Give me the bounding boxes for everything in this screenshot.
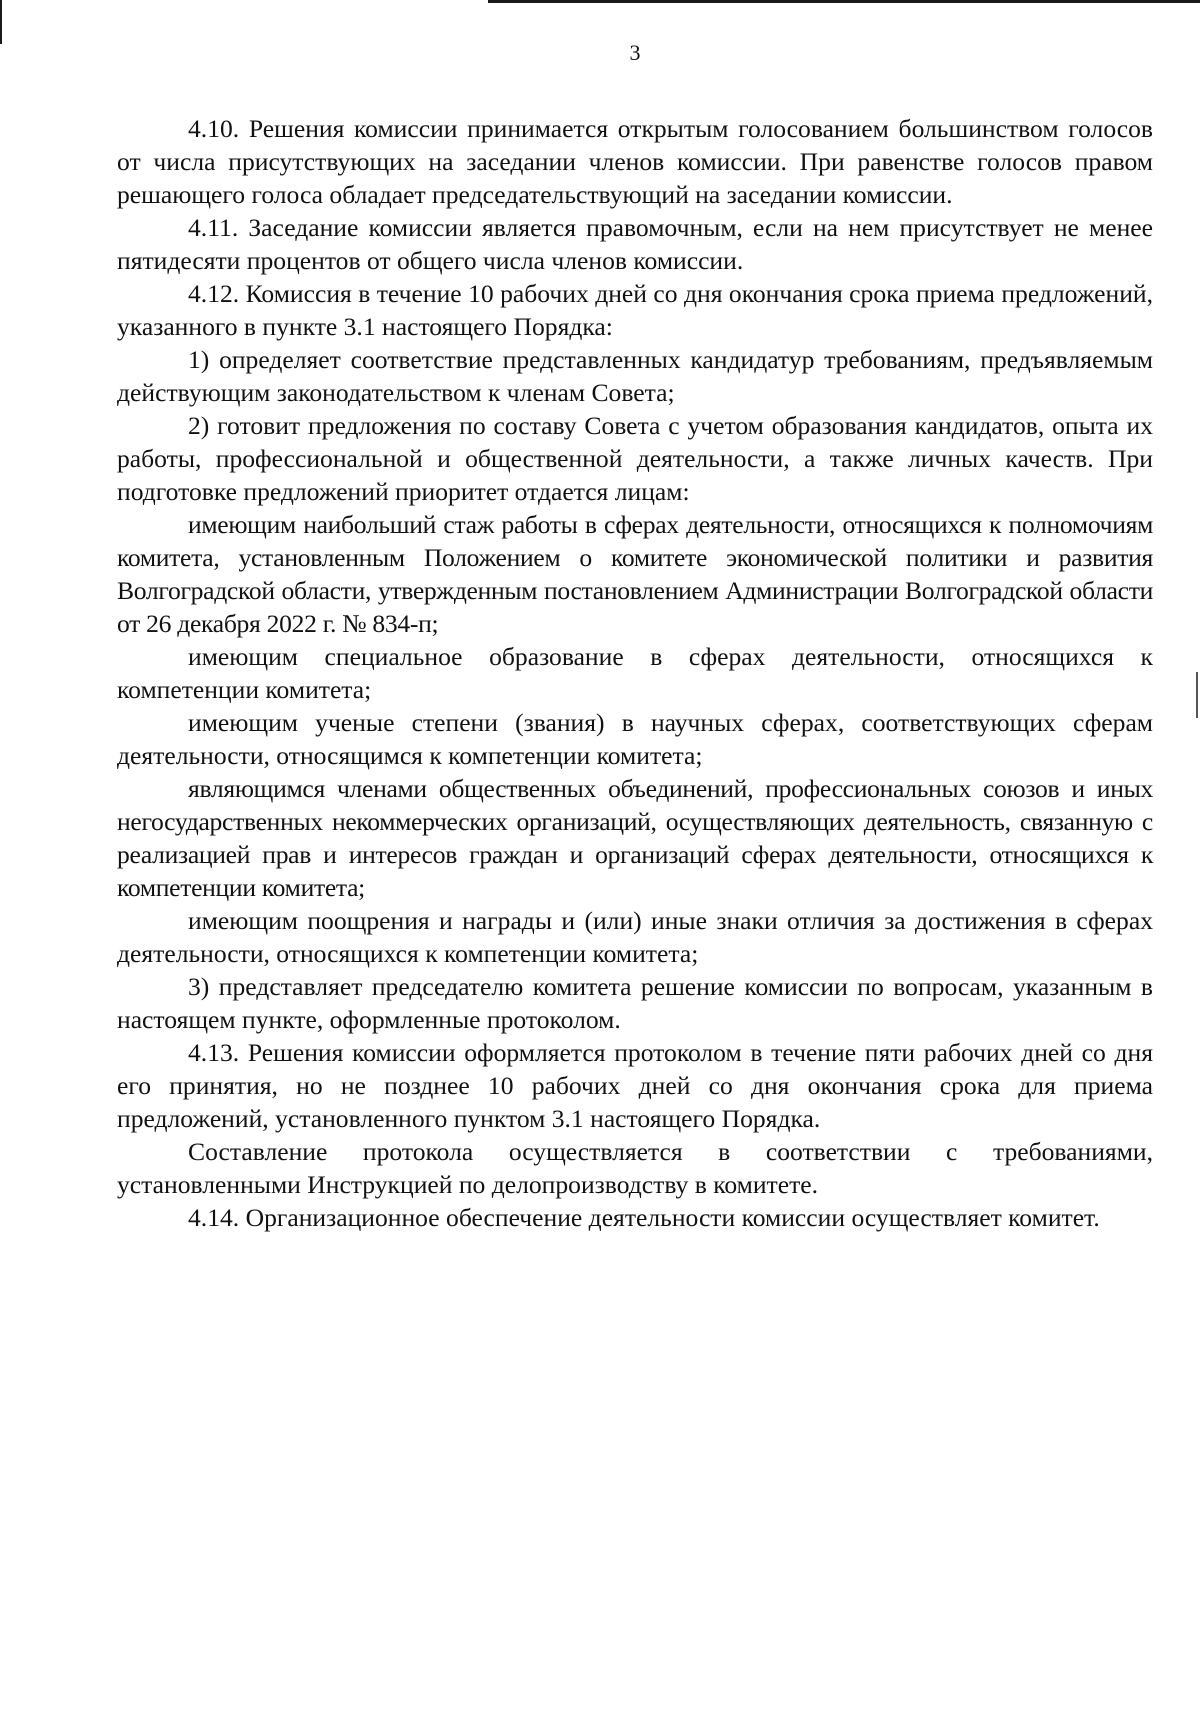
paragraph-4-10: 4.10. Решения комиссии принимается открытым голосованием большинством голосов от числа присутствующих на заседании членов комиссии. При равенстве голосов правом решающего голоса обладает председательствующий на заседании комиссии.: [117, 114, 1153, 209]
priority-education: имеющим специальное образование в сферах деятельности, относящихся к компетенции комитета;: [117, 642, 1153, 704]
page-number: 3: [629, 40, 641, 65]
scan-edge-left: [0, 0, 2, 44]
paragraph-4-13: 4.13. Решения комиссии оформляется протоколом в течение пяти рабочих дней со дня его принятия, но не позднее 10 рабочих дней со дня окончания срока для приема предложений, установленного пунктом 3.1 настоящего Порядка.: [117, 1038, 1153, 1133]
priority-membership: являющимся членами общественных объединений, профессиональных союзов и иных негосударственных некоммерческих организаций, осуществляющих деятельность, связанную с реализацией прав и интересов граждан и организаций сферах деятельности, относящихся к компетенции комитета;: [117, 774, 1153, 902]
paragraph-4-12-item-1: 1) определяет соответствие представленных кандидатур требованиям, предъявляемым действующим законодательством к членам Совета;: [117, 345, 1153, 407]
priority-experience: имеющим наибольший стаж работы в сферах деятельности, относящихся к полномочиям комитета, установленным Положением о комитете экономической политики и развития Волгоградской области, утвержденным постановлением Администрации Волгоградской области от 26 декабря 2022 г. № 834-п;: [117, 510, 1153, 638]
paragraph-4-11: 4.11. Заседание комиссии является правомочным, если на нем присутствует не менее пятидесяти процентов от общего числа членов комиссии.: [117, 213, 1153, 275]
priority-awards: имеющим поощрения и награды и (или) иные знаки отличия за достижения в сферах деятельности, относящихся к компетенции комитета;: [117, 906, 1153, 968]
document-body: [117, 112, 1153, 1234]
scan-mark-right: [1196, 672, 1198, 718]
paragraph-4-14: 4.14. Организационное обеспечение деятельности комиссии осуществляет комитет.: [188, 1203, 1100, 1232]
priority-degrees: имеющим ученые степени (звания) в научных сферах, соответствующих сферам деятельности, относящимся к компетенции комитета;: [117, 708, 1153, 770]
paragraph-4-12-item-2: 2) готовит предложения по составу Совета с учетом образования кандидатов, опыта их работы, профессиональной и общественной деятельности, а также личных качеств. При подготовке предложений приоритет отдается лицам:: [117, 411, 1153, 506]
scan-edge-top: [488, 0, 1200, 3]
paragraph-protocol: Составление протокола осуществляется в соответствии с требованиями, установленными Инструкцией по делопроизводству в комитете.: [117, 1137, 1153, 1199]
paragraph-4-12: 4.12. Комиссия в течение 10 рабочих дней со дня окончания срока приема предложений, указанного в пункте 3.1 настоящего Порядка:: [117, 279, 1153, 341]
paragraph-4-12-item-3: 3) представляет председателю комитета решение комиссии по вопросам, указанным в настоящем пункте, оформленные протоколом.: [117, 972, 1153, 1034]
